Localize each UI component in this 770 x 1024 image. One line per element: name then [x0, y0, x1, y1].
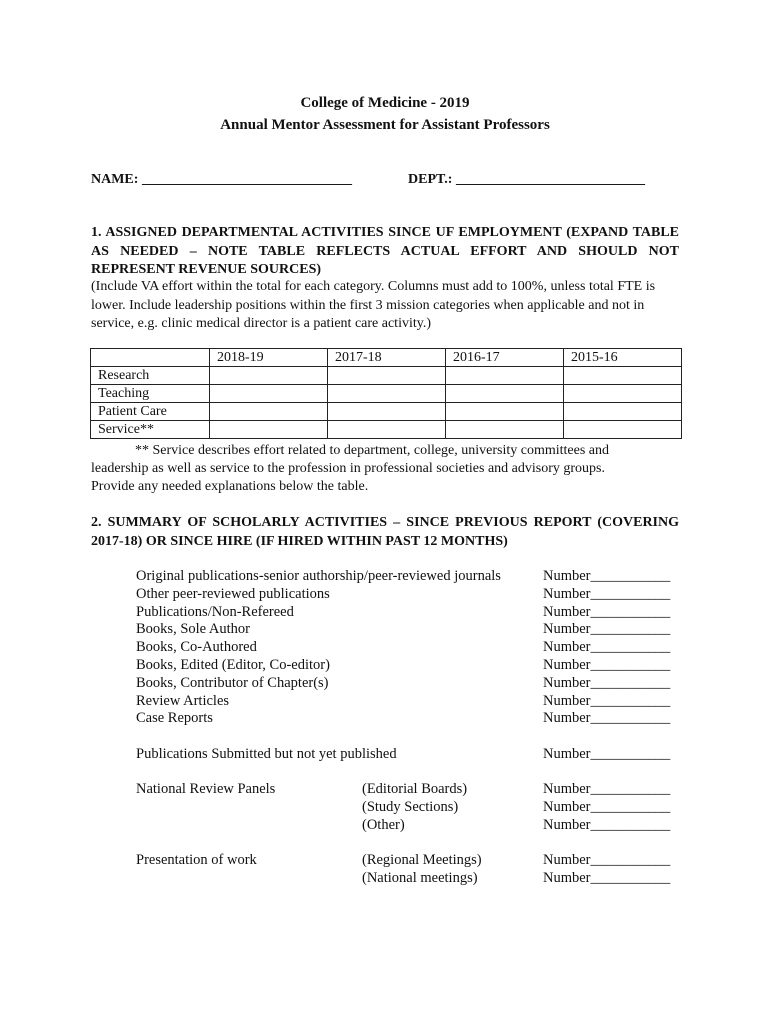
- table-header-cell: 2018-19: [210, 349, 328, 367]
- table-row: [91, 403, 682, 421]
- list-item: (Other): [362, 816, 405, 833]
- list-item: Books, Contributor of Chapter(s): [136, 674, 329, 691]
- document-title-line2: Annual Mentor Assessment for Assistant Professors: [220, 117, 550, 133]
- table-cell[interactable]: [210, 403, 328, 421]
- name-field[interactable]: [91, 172, 352, 188]
- dept-label: DEPT.:: [408, 172, 453, 187]
- row-label-patient-care: Patient Care: [91, 403, 210, 421]
- number-field[interactable]: Number___________: [543, 869, 671, 886]
- table-cell[interactable]: [446, 385, 564, 403]
- table-cell[interactable]: [564, 367, 682, 385]
- row-label-research: Research: [91, 367, 210, 385]
- service-note-line1: ** Service describes effort related to department, college, university committees and: [135, 443, 610, 458]
- table-header-cell: [91, 349, 210, 367]
- section1-instructions: (Include VA effort within the total for each category. Columns must add to 100%, unless total FTE is lower. Include leadership positions within the first 3 mission categories when applicable and not in service, e.g. clinic medical director is a patient care activity.): [91, 279, 656, 331]
- name-blank[interactable]: ______________________________: [141, 172, 352, 187]
- number-field[interactable]: Number___________: [543, 852, 671, 868]
- table-row: [91, 385, 682, 403]
- number-field[interactable]: Number___________: [543, 798, 671, 815]
- list-item: Review Articles: [136, 692, 230, 709]
- list-item: (National meetings): [362, 869, 478, 886]
- number-field[interactable]: Number___________: [543, 746, 671, 762]
- presentation-items: [362, 852, 482, 888]
- dept-blank[interactable]: ___________________________: [455, 172, 645, 187]
- table-cell[interactable]: [564, 403, 682, 421]
- submitted-label: Publications Submitted but not yet published: [136, 746, 397, 762]
- number-field[interactable]: Number___________: [543, 621, 671, 638]
- table-cell[interactable]: [328, 385, 446, 403]
- list-item: (Study Sections): [362, 798, 459, 815]
- presentation-label: Presentation of work: [136, 852, 257, 868]
- table-cell[interactable]: [328, 421, 446, 439]
- number-field[interactable]: Number___________: [543, 674, 671, 691]
- dept-field[interactable]: [408, 172, 645, 188]
- number-field[interactable]: Number___________: [543, 816, 671, 833]
- review-panels-items: [362, 781, 467, 834]
- table-cell[interactable]: [446, 421, 564, 439]
- table-cell[interactable]: [446, 367, 564, 385]
- table-cell[interactable]: [328, 367, 446, 385]
- number-field[interactable]: Number___________: [543, 568, 671, 584]
- review-panels-number-fields: [543, 781, 670, 834]
- list-item: Case Reports: [136, 710, 213, 727]
- number-field[interactable]: Number___________: [543, 603, 671, 620]
- publication-list: [136, 568, 501, 728]
- section1-heading: 1. ASSIGNED DEPARTMENTAL ACTIVITIES SINCE UF EMPLOYMENT (EXPAND TABLE AS NEEDED – NOTE TABLE REFLECTS ACTUAL EFFORT AND SHOULD NOT REPRESENT REVENUE SOURCES): [91, 225, 679, 277]
- table-cell[interactable]: [328, 403, 446, 421]
- list-item: Publications/Non-Refereed: [136, 603, 294, 620]
- number-field[interactable]: Number___________: [543, 781, 671, 797]
- list-item: (Editorial Boards): [362, 781, 468, 797]
- effort-table: [90, 348, 682, 439]
- list-item: Original publications-senior authorship/peer-reviewed journals: [136, 568, 501, 584]
- row-label-teaching: Teaching: [91, 385, 210, 403]
- table-cell[interactable]: [446, 403, 564, 421]
- table-header-cell: 2016-17: [446, 349, 564, 367]
- table-header-cell: 2017-18: [328, 349, 446, 367]
- service-note-line2: leadership as well as service to the profession in professional societies and advisory groups.: [91, 461, 605, 476]
- presentation-number-fields: [543, 852, 670, 888]
- list-item: Other peer-reviewed publications: [136, 585, 330, 602]
- section2-heading: 2. SUMMARY OF SCHOLARLY ACTIVITIES – SINCE PREVIOUS REPORT (COVERING 2017-18) OR SINCE HIRE (IF HIRED WITHIN PAST 12 MONTHS): [91, 515, 679, 549]
- number-field[interactable]: Number___________: [543, 710, 671, 727]
- number-field[interactable]: Number___________: [543, 639, 671, 656]
- table-header-row: [91, 349, 682, 367]
- list-item: Books, Sole Author: [136, 621, 250, 638]
- table-row: [91, 421, 682, 439]
- list-item: Books, Co-Authored: [136, 639, 257, 656]
- name-label: NAME:: [91, 172, 139, 187]
- table-cell[interactable]: [210, 421, 328, 439]
- table-cell[interactable]: [564, 385, 682, 403]
- review-panels-label: National Review Panels: [136, 781, 276, 797]
- service-note-line3: Provide any needed explanations below the table.: [91, 479, 369, 494]
- list-item: (Regional Meetings): [362, 852, 482, 868]
- list-item: Books, Edited (Editor, Co-editor): [136, 656, 330, 673]
- number-field[interactable]: Number___________: [543, 585, 671, 602]
- table-cell[interactable]: [564, 421, 682, 439]
- row-label-service: Service**: [91, 421, 210, 439]
- table-cell[interactable]: [210, 385, 328, 403]
- publication-number-fields: [543, 568, 670, 728]
- table-header-cell: 2015-16: [564, 349, 682, 367]
- number-field[interactable]: Number___________: [543, 692, 671, 709]
- table-cell[interactable]: [210, 367, 328, 385]
- document-title-line1: College of Medicine - 2019: [300, 95, 470, 111]
- number-field[interactable]: Number___________: [543, 656, 671, 673]
- table-row: [91, 367, 682, 385]
